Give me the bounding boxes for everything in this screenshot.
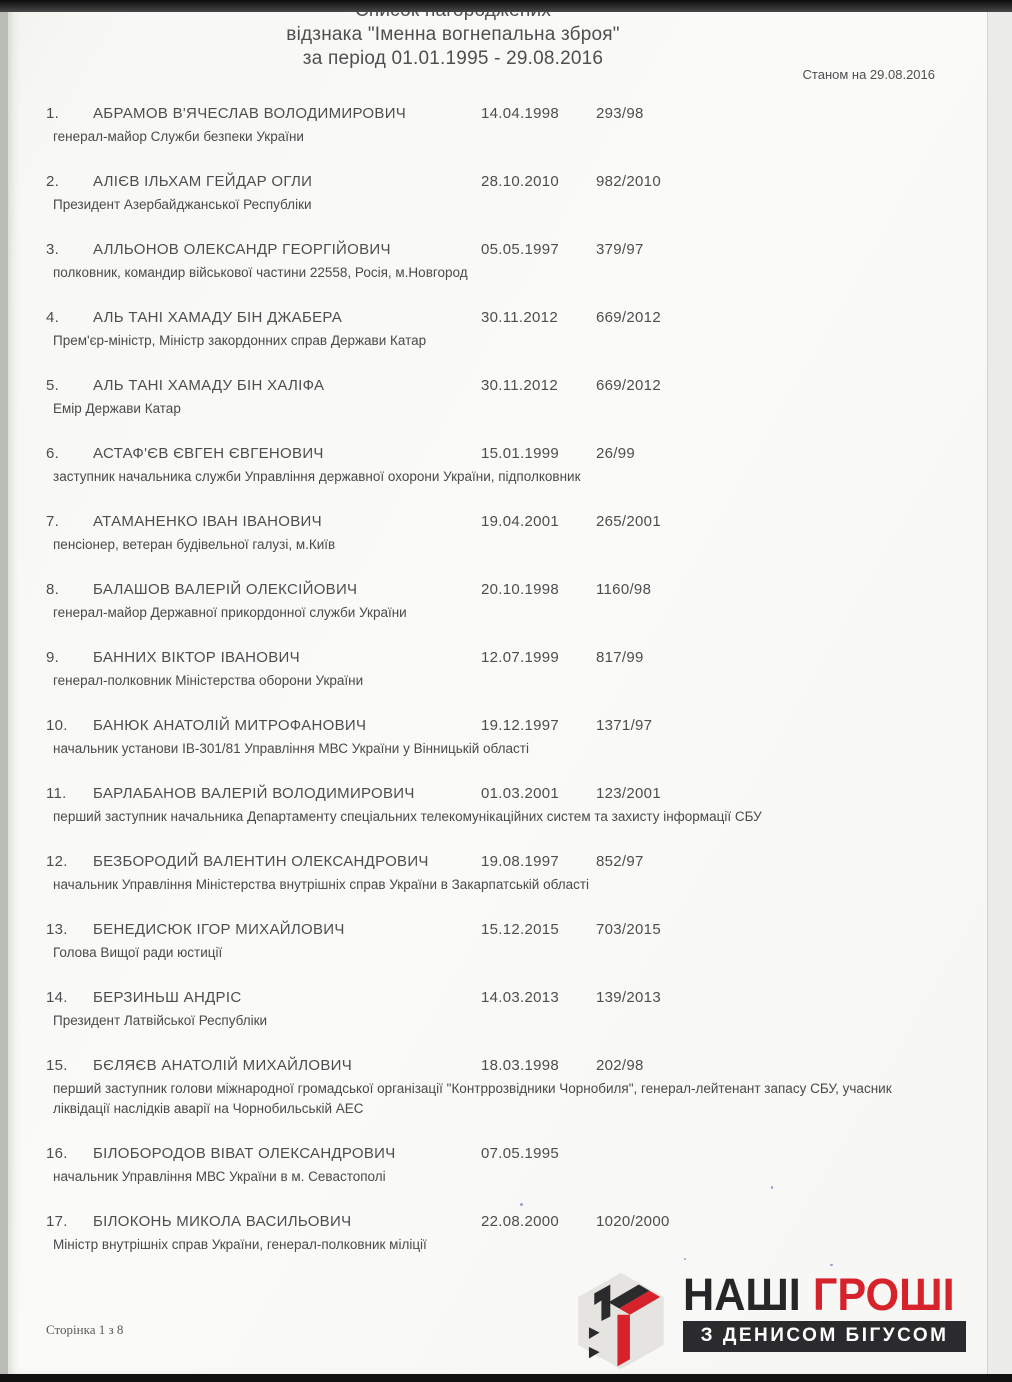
awardee-name: АТАМАНЕНКО ІВАН ІВАНОВИЧ <box>93 513 322 530</box>
decree-number: 703/2015 <box>596 921 661 938</box>
decree-number: 1020/2000 <box>596 1213 670 1230</box>
award-entry-row <box>8 308 988 327</box>
award-entry-row <box>8 1056 988 1075</box>
awardee-description: Емір Держави Катар <box>53 401 181 416</box>
award-date: 20.10.1998 <box>481 581 560 598</box>
awardees-list <box>8 104 988 1280</box>
award-date: 07.05.1995 <box>481 1145 560 1162</box>
entry-number: 2. <box>46 173 60 190</box>
award-entry <box>8 988 988 1031</box>
decree-number <box>596 1144 988 1163</box>
scan-edge-top <box>0 0 1012 12</box>
award-entry <box>8 1056 988 1119</box>
paper <box>8 0 988 1374</box>
award-entry-row <box>8 920 988 939</box>
nashi-groshi-watermark <box>569 1269 966 1370</box>
entry-number: 15. <box>46 1057 68 1074</box>
award-entry-row <box>8 580 988 599</box>
decree-number: 982/2010 <box>596 173 661 190</box>
award-entry <box>8 920 988 963</box>
award-entry-row <box>8 376 988 395</box>
award-entry <box>8 308 988 351</box>
award-date: 19.08.1997 <box>481 853 560 870</box>
decree-number: 26/99 <box>596 445 636 462</box>
entry-number: 12. <box>46 853 68 870</box>
entry-number: 17. <box>46 1213 68 1230</box>
entry-number: 14. <box>46 989 68 1006</box>
entry-number: 9. <box>46 649 60 666</box>
award-entry-row <box>8 104 988 123</box>
awardee-description: начальник установи ІВ-301/81 Управління МВС України у Вінницькій області <box>53 741 529 756</box>
awardee-name: БАНЮК АНАТОЛІЙ МИТРОФАНОВИЧ <box>93 717 367 734</box>
award-entry <box>8 648 988 691</box>
award-entry-row <box>8 1144 988 1163</box>
award-entry <box>8 376 988 419</box>
as-of-date: Станом на 29.08.2016 <box>802 67 935 82</box>
awardee-description: Прем'єр-міністр, Міністр закордонних справ Держави Катар <box>53 333 427 348</box>
award-date: 22.08.2000 <box>481 1213 560 1230</box>
brand-word-groshi: ГРОШІ <box>812 1269 955 1320</box>
entry-number: 4. <box>46 309 60 326</box>
brand-word-nashi: НАШІ <box>683 1269 801 1320</box>
award-date: 30.11.2012 <box>481 309 558 326</box>
award-entry-row <box>8 716 988 735</box>
award-entry-row <box>8 240 988 259</box>
award-date: 28.10.2010 <box>481 173 560 190</box>
decree-number: 1371/97 <box>596 717 653 734</box>
nashi-groshi-cube-logo <box>569 1272 673 1370</box>
award-entry <box>8 716 988 759</box>
decree-number: 669/2012 <box>596 309 661 326</box>
decree-number: 852/97 <box>596 853 644 870</box>
awardee-description: заступник начальника служби Управління державної охорони України, підполковник <box>53 469 581 484</box>
award-entry <box>8 240 988 283</box>
decree-number: 202/98 <box>596 1057 644 1074</box>
awardee-name: БАННИХ ВІКТОР ІВАНОВИЧ <box>93 649 300 666</box>
awardee-description: Міністр внутрішніх справ України, генерал-полковник міліції <box>53 1237 427 1252</box>
award-entry <box>8 104 988 147</box>
award-entry-row <box>8 988 988 1007</box>
award-date: 19.12.1997 <box>481 717 560 734</box>
awardee-name: БЄЛЯЄВ АНАТОЛІЙ МИХАЙЛОВИЧ <box>93 1057 353 1074</box>
award-entry-row <box>8 172 988 191</box>
award-entry <box>8 1212 988 1255</box>
award-entry <box>8 784 988 827</box>
awardee-description: Президент Латвійської Республіки <box>53 1013 268 1028</box>
decree-number: 139/2013 <box>596 989 661 1006</box>
awardee-description: генерал-майор Служби безпеки України <box>53 129 304 144</box>
entry-number: 1. <box>46 105 60 122</box>
decree-number: 1160/98 <box>596 581 652 598</box>
award-date: 05.05.1997 <box>481 241 560 258</box>
award-entry <box>8 444 988 487</box>
awardee-name: БІЛОБОРОДОВ ВІВАТ ОЛЕКСАНДРОВИЧ <box>93 1145 396 1162</box>
decree-number: 669/2012 <box>596 377 661 394</box>
awardee-name: БЕЗБОРОДИЙ ВАЛЕНТИН ОЛЕКСАНДРОВИЧ <box>93 853 429 870</box>
entry-number: 7. <box>46 513 60 530</box>
award-entry <box>8 172 988 215</box>
decree-number: 817/99 <box>596 649 644 666</box>
awardee-name: АЛЛЬОНОВ ОЛЕКСАНДР ГЕОРГІЙОВИЧ <box>93 241 391 258</box>
awardee-description: пенсіонер, ветеран будівельної галузі, м.Київ <box>53 537 336 552</box>
ink-speck <box>830 1264 833 1266</box>
entry-number: 5. <box>46 377 60 394</box>
awardee-name: АЛЬ ТАНІ ХАМАДУ БІН ХАЛІФА <box>93 377 325 394</box>
entry-number: 13. <box>46 921 68 938</box>
award-entry <box>8 512 988 555</box>
brand-title <box>683 1269 955 1320</box>
awardee-name: БЕНЕДИСЮК ІГОР МИХАЙЛОВИЧ <box>93 921 345 938</box>
decree-number: 379/97 <box>596 241 644 258</box>
award-entry-row <box>8 1212 988 1231</box>
awardee-name: АЛІЄВ ІЛЬХАМ ГЕЙДАР ОГЛИ <box>93 173 313 190</box>
award-date: 01.03.2001 <box>481 785 560 802</box>
awardee-description: перший заступник голови міжнародної громадської організації "Контррозвідники Чорнобиля", генерал-лейтенант запасу СБУ, учасник ліквідації наслідків аварії на Чорнобильській АЕС <box>53 1081 892 1116</box>
awardee-description: перший заступник начальника Департаменту спеціальних телекомунікаційних систем та захисту інформації СБУ <box>53 809 762 824</box>
awardee-name: АСТАФ'ЄВ ЄВГЕН ЄВГЕНОВИЧ <box>93 445 324 462</box>
title-line-3: за період 01.01.1995 - 29.08.2016 <box>302 48 604 69</box>
awardee-description: полковник, командир військової частини 22558, Росія, м.Новгород <box>53 265 468 280</box>
nashi-groshi-text <box>683 1269 966 1352</box>
entry-number: 16. <box>46 1145 68 1162</box>
award-date: 15.12.2015 <box>481 921 560 938</box>
award-date: 15.01.1999 <box>481 445 560 462</box>
award-entry <box>8 580 988 623</box>
award-entry-row <box>8 784 988 803</box>
brand-tagline: З ДЕНИСОМ БІГУСОМ <box>683 1321 966 1352</box>
page-number: Сторінка 1 з 8 <box>46 1322 124 1337</box>
award-date: 30.11.2012 <box>481 377 558 394</box>
ink-speck <box>684 1258 686 1260</box>
awardee-name: АБРАМОВ В'ЯЧЕСЛАВ ВОЛОДИМИРОВИЧ <box>93 105 407 122</box>
award-date: 14.03.2013 <box>481 989 560 1006</box>
decree-number: 293/98 <box>596 105 644 122</box>
award-date: 14.04.1998 <box>481 105 560 122</box>
awardee-description: генерал-полковник Міністерства оборони України <box>53 673 364 688</box>
awardee-name: БАРЛАБАНОВ ВАЛЕРІЙ ВОЛОДИМИРОВИЧ <box>93 785 415 802</box>
awardee-name: АЛЬ ТАНІ ХАМАДУ БІН ДЖАБЕРА <box>93 309 343 326</box>
award-entry-row <box>8 852 988 871</box>
entry-number: 10. <box>46 717 68 734</box>
scan-edge-bottom <box>0 1374 1012 1382</box>
award-date: 19.04.2001 <box>481 513 560 530</box>
award-entry <box>8 1144 988 1187</box>
award-entry <box>8 852 988 895</box>
award-entry-row <box>8 512 988 531</box>
decree-number: 265/2001 <box>596 513 661 530</box>
award-date: 12.07.1999 <box>481 649 560 666</box>
awardee-description: начальник Управління Міністерства внутрішніх справ України в Закарпатській області <box>53 877 590 892</box>
entry-number: 8. <box>46 581 60 598</box>
decree-number: 123/2001 <box>596 785 661 802</box>
award-date: 18.03.1998 <box>481 1057 560 1074</box>
award-entry-row <box>8 444 988 463</box>
awardee-name: БЕРЗИНЬШ АНДРІС <box>93 989 242 1006</box>
awardee-description: Голова Вищої ради юстиції <box>53 945 223 960</box>
awardee-name: БІЛОКОНЬ МИКОЛА ВАСИЛЬОВИЧ <box>93 1213 352 1230</box>
scan-edge-right <box>987 0 1012 1374</box>
entry-number: 3. <box>46 241 60 258</box>
ink-speck <box>771 1186 773 1189</box>
awardee-description: генерал-майор Державної прикордонної служби України <box>53 605 407 620</box>
title-line-2: відзнака "Іменна вогнепальна зброя" <box>286 24 620 45</box>
award-entry-row <box>8 648 988 667</box>
ink-speck <box>520 1203 523 1206</box>
awardee-description: начальник Управління МВС України в м. Севастополі <box>53 1169 386 1184</box>
entry-number: 6. <box>46 445 60 462</box>
awardee-description: Президент Азербайджанської Республіки <box>53 197 312 212</box>
awardee-name: БАЛАШОВ ВАЛЕРІЙ ОЛЕКСІЙОВИЧ <box>93 581 358 598</box>
entry-number: 11. <box>46 785 67 802</box>
